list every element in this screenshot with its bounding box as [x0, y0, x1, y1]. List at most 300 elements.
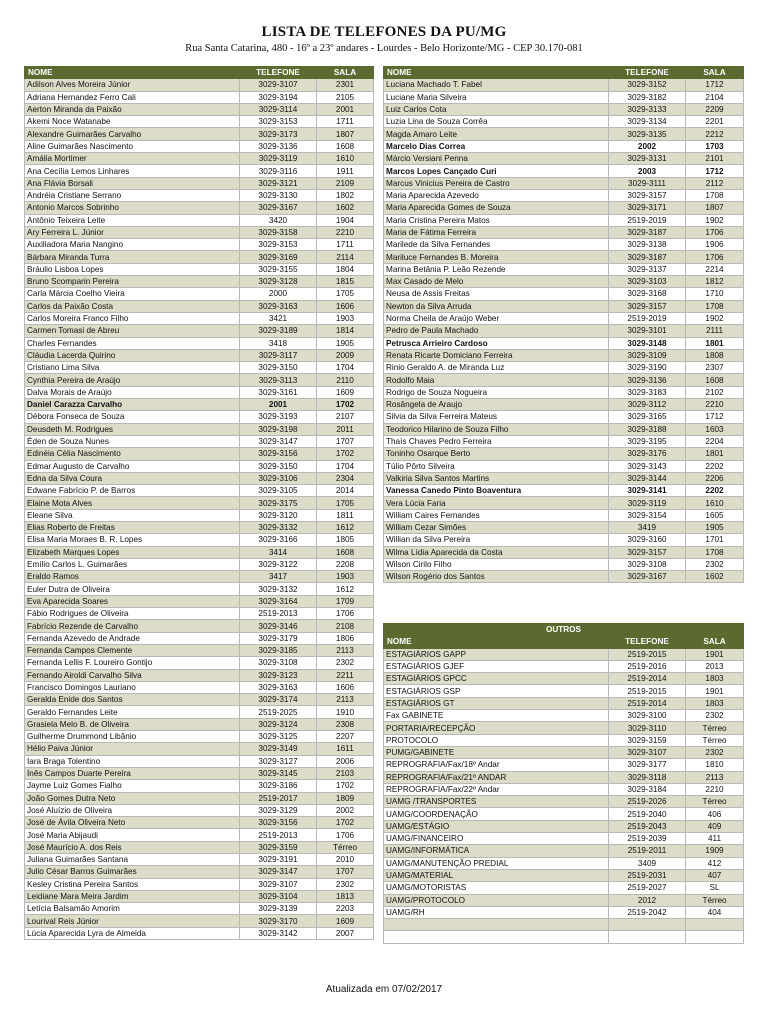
cell-name: Cláudia Lacerda Quirino	[25, 349, 240, 361]
cell-name: Maria Cristina Pereira Matos	[384, 214, 609, 226]
cell-room: 2201	[686, 116, 744, 128]
cell-name: William Cezar Simões	[384, 521, 609, 533]
cell-room: 411	[686, 833, 744, 845]
table-row	[384, 153, 744, 165]
cell-phone	[609, 931, 686, 943]
table-row	[25, 239, 374, 251]
cell-phone: 3029-3171	[609, 202, 686, 214]
cell-phone: 3029-3157	[609, 189, 686, 201]
cell-name: UAMG/COORDENAÇÃO	[384, 808, 609, 820]
phone-table-right	[383, 66, 744, 583]
table-row	[25, 472, 374, 484]
cell-room	[686, 919, 744, 931]
cell-phone: 2519-2019	[609, 214, 686, 226]
cell-phone: 3029-3184	[609, 783, 686, 795]
cell-room: 1610	[686, 497, 744, 509]
cell-room: 1807	[686, 202, 744, 214]
cell-room: 1711	[317, 116, 374, 128]
cell-room: 2013	[686, 660, 744, 672]
cell-room: 1710	[686, 288, 744, 300]
cell-name: Neusa de Assis Freitas	[384, 288, 609, 300]
table-row	[384, 140, 744, 152]
table-row	[25, 226, 374, 238]
table-row	[25, 608, 374, 620]
cell-name: José Aluízio de Oliveira	[25, 804, 240, 816]
cell-room: 2206	[686, 472, 744, 484]
other-phones-table	[383, 623, 744, 944]
cell-room: 1606	[317, 681, 374, 693]
cell-room: 1904	[317, 214, 374, 226]
cell-phone: 2519-2016	[609, 660, 686, 672]
cell-phone: 3029-3167	[240, 202, 317, 214]
cell-name: José de Ávila Oliveira Neto	[25, 817, 240, 829]
table-row	[25, 509, 374, 521]
table-row	[384, 931, 744, 943]
cell-room: 1906	[686, 239, 744, 251]
cell-name: Eva Aparecida Soares	[25, 595, 240, 607]
table-row	[384, 472, 744, 484]
cell-phone: 3029-3113	[240, 374, 317, 386]
cell-name: William Caires Fernandes	[384, 509, 609, 521]
cell-name: Marilede da Silva Fernandes	[384, 239, 609, 251]
table-row	[384, 288, 744, 300]
cell-room: 2001	[317, 103, 374, 115]
cell-room: 1801	[686, 448, 744, 460]
cell-phone: 2003	[609, 165, 686, 177]
cell-phone: 3029-3104	[240, 890, 317, 902]
cell-name: Fernando Airoldi Carvalho Silva	[25, 669, 240, 681]
cell-room: 1706	[317, 608, 374, 620]
cell-room: 1711	[317, 239, 374, 251]
cell-phone: 3029-3107	[240, 79, 317, 91]
cell-name: Max Casado de Melo	[384, 276, 609, 288]
cell-room: Térreo	[686, 894, 744, 906]
cell-room: 1701	[686, 534, 744, 546]
table-row	[384, 546, 744, 558]
table-row	[384, 91, 744, 103]
table-row	[25, 423, 374, 435]
cell-name: Elizabeth Marques Lopes	[25, 546, 240, 558]
cell-phone: 3029-3176	[609, 448, 686, 460]
cell-phone: 3029-3114	[240, 103, 317, 115]
cell-room: 1708	[686, 300, 744, 312]
cell-room: 1708	[686, 189, 744, 201]
table-row	[384, 460, 744, 472]
table-row	[25, 362, 374, 374]
table-row	[384, 919, 744, 931]
table-row	[25, 165, 374, 177]
cell-name: Willian da Silva Pereira	[384, 534, 609, 546]
cell-name: Kesley Cristina Pereira Santos	[25, 878, 240, 890]
cell-phone: 3029-3107	[240, 878, 317, 890]
cell-name: UAMG/MOTORISTAS	[384, 882, 609, 894]
cell-phone: 3029-3164	[240, 595, 317, 607]
cell-phone: 3029-3119	[240, 153, 317, 165]
table-row	[25, 534, 374, 546]
cell-room: 404	[686, 906, 744, 918]
table-row	[25, 595, 374, 607]
cell-phone: 3029-3138	[609, 239, 686, 251]
cell-phone: 3029-3160	[609, 534, 686, 546]
table-row	[25, 103, 374, 115]
cell-name: Fernanda Lellis F. Loureiro Gontijo	[25, 657, 240, 669]
table-row	[25, 214, 374, 226]
cell-phone: 3029-3143	[609, 460, 686, 472]
cell-phone: 3029-3198	[240, 423, 317, 435]
cell-name: Hélio Paiva Júnior	[25, 743, 240, 755]
table-row	[384, 349, 744, 361]
cell-phone: 3029-3123	[240, 669, 317, 681]
table-row	[384, 435, 744, 447]
cell-name: Adriana Hernandez Ferro Cali	[25, 91, 240, 103]
cell-name: Silvia da Silva Ferreira Mateus	[384, 411, 609, 423]
cell-room	[686, 931, 744, 943]
cell-phone: 3029-3147	[240, 435, 317, 447]
cell-name: Éden de Souza Nunes	[25, 435, 240, 447]
table-row	[384, 710, 744, 722]
cell-phone: 3029-3101	[609, 325, 686, 337]
cell-phone: 2000	[240, 288, 317, 300]
cell-room: 1704	[317, 460, 374, 472]
table-row	[384, 771, 744, 783]
cell-name: Julio César Barros Guimarães	[25, 866, 240, 878]
column-header-phone: TELEFONE	[240, 67, 317, 79]
cell-phone: 3029-3107	[609, 746, 686, 758]
cell-name: Antônio Teixeira Leite	[25, 214, 240, 226]
table-row	[384, 79, 744, 91]
column-header-room: SALA	[317, 67, 374, 79]
cell-phone: 2519-2040	[609, 808, 686, 820]
cell-room: 1706	[686, 251, 744, 263]
cell-phone: 3029-3163	[240, 300, 317, 312]
cell-phone: 3029-3136	[240, 140, 317, 152]
cell-room: 1803	[686, 673, 744, 685]
cell-name: Edmar Augusto de Carvalho	[25, 460, 240, 472]
cell-phone: 3029-3157	[609, 546, 686, 558]
cell-name: Marina Betânia P. Leão Rezende	[384, 263, 609, 275]
table-row	[25, 878, 374, 890]
cell-name: Luiz Carlos Cota	[384, 103, 609, 115]
cell-room: 2114	[317, 251, 374, 263]
cell-phone: 2519-2026	[609, 796, 686, 808]
cell-room: 1608	[686, 374, 744, 386]
cell-room: 1808	[686, 349, 744, 361]
cell-name: REPROGRAFIA/Fax/18º Andar	[384, 759, 609, 771]
table-row	[25, 448, 374, 460]
cell-room: 2113	[686, 771, 744, 783]
cell-phone: 3421	[240, 312, 317, 324]
cell-name: Edinéia Célia Nascimento	[25, 448, 240, 460]
cell-name: Fernanda Azevedo de Andrade	[25, 632, 240, 644]
cell-name: Teodorico Hilarino de Souza Filho	[384, 423, 609, 435]
cell-room: 1602	[686, 571, 744, 583]
cell-phone: 3029-3154	[609, 509, 686, 521]
cell-name: Emílio Carlos L. Guimarães	[25, 558, 240, 570]
table-row	[25, 300, 374, 312]
table-row	[25, 460, 374, 472]
cell-room: 1704	[317, 362, 374, 374]
cell-room: 1706	[686, 226, 744, 238]
cell-room: 2009	[317, 349, 374, 361]
cell-name: Carmen Tomasi de Abreu	[25, 325, 240, 337]
table-row	[384, 571, 744, 583]
cell-room: 1702	[317, 399, 374, 411]
table-row	[25, 325, 374, 337]
cell-phone: 2519-2014	[609, 697, 686, 709]
cell-phone: 3029-3155	[240, 263, 317, 275]
cell-phone: 3029-3110	[609, 722, 686, 734]
cell-name: Grasiela Melo B. de Oliveira	[25, 718, 240, 730]
cell-name: João Gomes Dutra Neto	[25, 792, 240, 804]
cell-name: Aerton Miranda da Paixão	[25, 103, 240, 115]
table-row	[384, 746, 744, 758]
cell-phone: 3029-3179	[240, 632, 317, 644]
phone-table-left	[24, 66, 374, 940]
table-row	[25, 386, 374, 398]
cell-name: Iara Braga Tolentino	[25, 755, 240, 767]
cell-room: 1608	[317, 140, 374, 152]
cell-room: 1707	[317, 866, 374, 878]
table-row	[25, 620, 374, 632]
cell-room: 1609	[317, 386, 374, 398]
cell-name: UAMG/INFORMÁTICA	[384, 845, 609, 857]
cell-phone: 2519-2013	[240, 608, 317, 620]
cell-room: 1712	[686, 79, 744, 91]
cell-room: 1705	[317, 288, 374, 300]
cell-room: 2113	[317, 694, 374, 706]
table-row	[384, 808, 744, 820]
cell-room: 1812	[686, 276, 744, 288]
cell-phone: 3029-3125	[240, 731, 317, 743]
cell-phone: 3029-3141	[609, 485, 686, 497]
table-row	[25, 485, 374, 497]
cell-name: Fabrício Rezende de Carvalho	[25, 620, 240, 632]
cell-name: Maria Aparecida Gomes de Souza	[384, 202, 609, 214]
table-row	[384, 734, 744, 746]
table-row	[25, 521, 374, 533]
cell-name: Thaís Chaves Pedro Ferreira	[384, 435, 609, 447]
table-row	[25, 116, 374, 128]
cell-phone: 3029-3157	[609, 300, 686, 312]
table-row	[25, 706, 374, 718]
cell-name: Rosângela de Araujo	[384, 399, 609, 411]
cell-phone: 3029-3129	[240, 804, 317, 816]
cell-name: Luciane Maria Silveira	[384, 91, 609, 103]
cell-phone: 3029-3170	[240, 915, 317, 927]
cell-name: UAMG /TRANSPORTES	[384, 796, 609, 808]
cell-name: PROTOCOLO	[384, 734, 609, 746]
table-row	[384, 894, 744, 906]
cell-name: Bráulio Lisboa Lopes	[25, 263, 240, 275]
table-row	[25, 251, 374, 263]
cell-name: Rodrigo de Souza Nogueira	[384, 386, 609, 398]
cell-phone: 3029-3187	[609, 226, 686, 238]
table-row	[384, 697, 744, 709]
cell-room: 1905	[317, 337, 374, 349]
cell-phone: 3029-3159	[240, 841, 317, 853]
table-row	[384, 214, 744, 226]
table-row	[384, 251, 744, 263]
cell-room: 1909	[686, 845, 744, 857]
cell-name: Vera Lúcia Faria	[384, 497, 609, 509]
table-row	[25, 399, 374, 411]
address-subtitle: Rua Santa Catarina, 480 - 16º a 23º andares - Lourdes - Belo Horizonte/MG - CEP 30.170-081	[185, 43, 583, 54]
cell-phone: 3029-3168	[609, 288, 686, 300]
cell-phone: 3029-3156	[240, 817, 317, 829]
cell-room: 2209	[686, 103, 744, 115]
cell-name: Letícia Balsamão Amorim	[25, 903, 240, 915]
cell-room: 1712	[686, 165, 744, 177]
cell-name: Ana Cecília Lemos Linhares	[25, 165, 240, 177]
cell-room: 2204	[686, 435, 744, 447]
table-row	[384, 177, 744, 189]
column-header-room: SALA	[686, 67, 744, 79]
cell-room: 1813	[317, 890, 374, 902]
cell-phone: 3029-3186	[240, 780, 317, 792]
cell-phone: 3414	[240, 546, 317, 558]
cell-name: Débora Fonseca de Souza	[25, 411, 240, 423]
table-row	[25, 546, 374, 558]
cell-phone: 2001	[240, 399, 317, 411]
table-row	[25, 128, 374, 140]
cell-phone: 3029-3139	[240, 903, 317, 915]
cell-room: 2202	[686, 485, 744, 497]
cell-room: 1702	[317, 448, 374, 460]
cell-room: 1905	[686, 521, 744, 533]
cell-name: José Maurício A. dos Reis	[25, 841, 240, 853]
cell-name: Elaine Mota Alves	[25, 497, 240, 509]
cell-name: Fábio Rodrigues de Oliveira	[25, 608, 240, 620]
cell-phone: 3029-3108	[240, 657, 317, 669]
cell-phone: 3029-3174	[240, 694, 317, 706]
cell-room: 1903	[317, 571, 374, 583]
cell-room: 1703	[686, 140, 744, 152]
table-row	[384, 128, 744, 140]
table-row	[25, 694, 374, 706]
cell-phone: 3029-3156	[240, 448, 317, 460]
cell-name: Akemi Noce Watanabe	[25, 116, 240, 128]
cell-room: 2207	[317, 731, 374, 743]
cell-room: 406	[686, 808, 744, 820]
cell-phone: 3029-3142	[240, 927, 317, 939]
table-row	[384, 833, 744, 845]
cell-name: Ary Ferreira L. Júnior	[25, 226, 240, 238]
cell-name: Norma Cheila de Araújo Weber	[384, 312, 609, 324]
cell-name: Cristiano Lima Silva	[25, 362, 240, 374]
table-row	[384, 362, 744, 374]
cell-name: Márcio Versiani Penna	[384, 153, 609, 165]
table-row	[384, 202, 744, 214]
table-row	[25, 189, 374, 201]
cell-phone: 2519-2017	[240, 792, 317, 804]
cell-phone: 2519-2025	[240, 706, 317, 718]
cell-phone: 3029-3173	[240, 128, 317, 140]
cell-name: Juliana Guimarães Santana	[25, 854, 240, 866]
cell-phone: 3029-3120	[240, 509, 317, 521]
cell-name: Antonio Marcos Sobrinho	[25, 202, 240, 214]
table-row	[384, 521, 744, 533]
cell-room: 2202	[686, 460, 744, 472]
cell-room: 2302	[686, 746, 744, 758]
cell-phone: 2519-2031	[609, 869, 686, 881]
cell-phone: 3029-3118	[609, 771, 686, 783]
table-row	[25, 915, 374, 927]
table-row	[384, 312, 744, 324]
table-row	[25, 497, 374, 509]
cell-room: 2102	[686, 386, 744, 398]
cell-phone: 3029-3128	[240, 276, 317, 288]
cell-phone: 2519-2015	[609, 685, 686, 697]
cell-name: Toninho Osarque Berto	[384, 448, 609, 460]
cell-phone: 2519-2011	[609, 845, 686, 857]
cell-room: 2211	[317, 669, 374, 681]
cell-room: 1707	[317, 435, 374, 447]
cell-name: ESTAGIÁRIOS GJEF	[384, 660, 609, 672]
cell-phone: 3029-3149	[240, 743, 317, 755]
cell-phone: 3029-3166	[240, 534, 317, 546]
table-row	[25, 866, 374, 878]
table-row	[25, 632, 374, 644]
column-header-room: SALA	[686, 636, 744, 648]
table-row	[384, 497, 744, 509]
cell-room: 1602	[317, 202, 374, 214]
cell-phone: 3420	[240, 214, 317, 226]
cell-name: Marcelo Dias Correa	[384, 140, 609, 152]
table-row	[384, 165, 744, 177]
cell-phone: 3029-3185	[240, 644, 317, 656]
cell-phone: 3029-3165	[609, 411, 686, 423]
table-row	[25, 263, 374, 275]
cell-room: 1608	[317, 546, 374, 558]
cell-phone: 3029-3131	[609, 153, 686, 165]
cell-name: ESTAGIÁRIOS GT	[384, 697, 609, 709]
cell-room: 1611	[317, 743, 374, 755]
table-row	[25, 841, 374, 853]
cell-name: Marcos Lopes Cançado Curi	[384, 165, 609, 177]
table-row	[384, 116, 744, 128]
cell-phone: 3029-3124	[240, 718, 317, 730]
cell-phone: 3029-3121	[240, 177, 317, 189]
cell-name: Valkiria Silva Santos Martins	[384, 472, 609, 484]
cell-phone: 3029-3153	[240, 116, 317, 128]
table-row	[384, 845, 744, 857]
cell-room: 2210	[686, 783, 744, 795]
cell-name: Newton da Silva Arruda	[384, 300, 609, 312]
table-row	[25, 780, 374, 792]
cell-name: Aline Guimarães Nascimento	[25, 140, 240, 152]
cell-room: 1610	[317, 153, 374, 165]
cell-name: Alexandre Guimarães Carvalho	[25, 128, 240, 140]
table-row	[384, 660, 744, 672]
cell-name: Adilson Alves Moreira Júnior	[25, 79, 240, 91]
table-row	[384, 189, 744, 201]
cell-name: Cynthia Pereira de Araújo	[25, 374, 240, 386]
cell-name: Rinio Geraldo A. de Miranda Luz	[384, 362, 609, 374]
cell-name: UAMG/MANUTENÇÃO PREDIAL	[384, 857, 609, 869]
cell-name: REPROGRAFIA/Fax/22º Andar	[384, 783, 609, 795]
cell-name: Rodolfo Maia	[384, 374, 609, 386]
cell-room: 2302	[317, 657, 374, 669]
cell-name: Inês Campos Duarte Pereira	[25, 767, 240, 779]
cell-phone: 3029-3144	[609, 472, 686, 484]
cell-room: 1901	[686, 685, 744, 697]
cell-room: 1606	[317, 300, 374, 312]
cell-phone: 3029-3122	[240, 558, 317, 570]
cell-room: 2212	[686, 128, 744, 140]
table-row	[25, 374, 374, 386]
cell-phone: 3029-3132	[240, 521, 317, 533]
column-header-name: NOME	[25, 67, 240, 79]
